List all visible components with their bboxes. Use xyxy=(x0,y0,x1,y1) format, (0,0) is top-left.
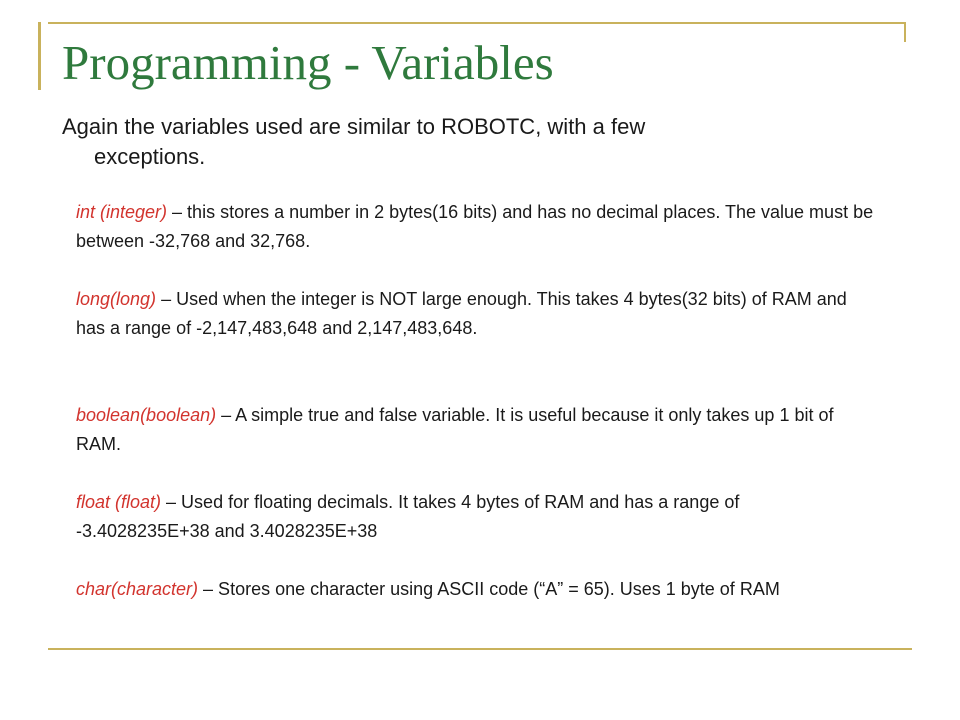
intro-paragraph xyxy=(62,112,882,172)
variable-entry-float xyxy=(76,488,876,546)
variable-description: – Stores one character using ASCII code (“A” = 65). Uses 1 byte of RAM xyxy=(198,579,780,599)
variable-entry-char xyxy=(76,575,876,604)
slide-title: Programming - Variables xyxy=(62,35,554,90)
intro-line-2: exceptions. xyxy=(94,144,206,169)
variable-term: float (float) xyxy=(76,492,162,512)
top-rule-line xyxy=(48,22,906,24)
variable-description: – Used for floating decimals. It takes 4 bytes of RAM and has a range of -3.4028235E+38 and 3.4028235E+38 xyxy=(76,492,740,541)
left-accent-line xyxy=(38,22,41,90)
variable-term: boolean(boolean) xyxy=(76,405,217,425)
right-accent-line xyxy=(904,22,906,42)
variable-term: char(character) xyxy=(76,579,199,599)
variable-term: long(long) xyxy=(76,289,157,309)
intro-line-1: Again the variables used are similar to ROBOTC, with a few xyxy=(62,114,646,139)
variable-description: – A simple true and false variable. It is useful because it only takes up 1 bit of RAM. xyxy=(76,405,834,454)
variable-description: – Used when the integer is NOT large enough. This takes 4 bytes(32 bits) of RAM and has a range of -2,147,483,648 and 2,147,483,648. xyxy=(76,289,847,338)
variable-description: – this stores a number in 2 bytes(16 bits) and has no decimal places. The value must be between -32,768 and 32,768. xyxy=(76,202,874,251)
variable-term: int (integer) xyxy=(76,202,168,222)
bottom-rule-line xyxy=(48,648,912,650)
variable-entry-boolean xyxy=(76,401,876,459)
variable-entry-long xyxy=(76,285,876,343)
variable-entry-int xyxy=(76,198,876,256)
